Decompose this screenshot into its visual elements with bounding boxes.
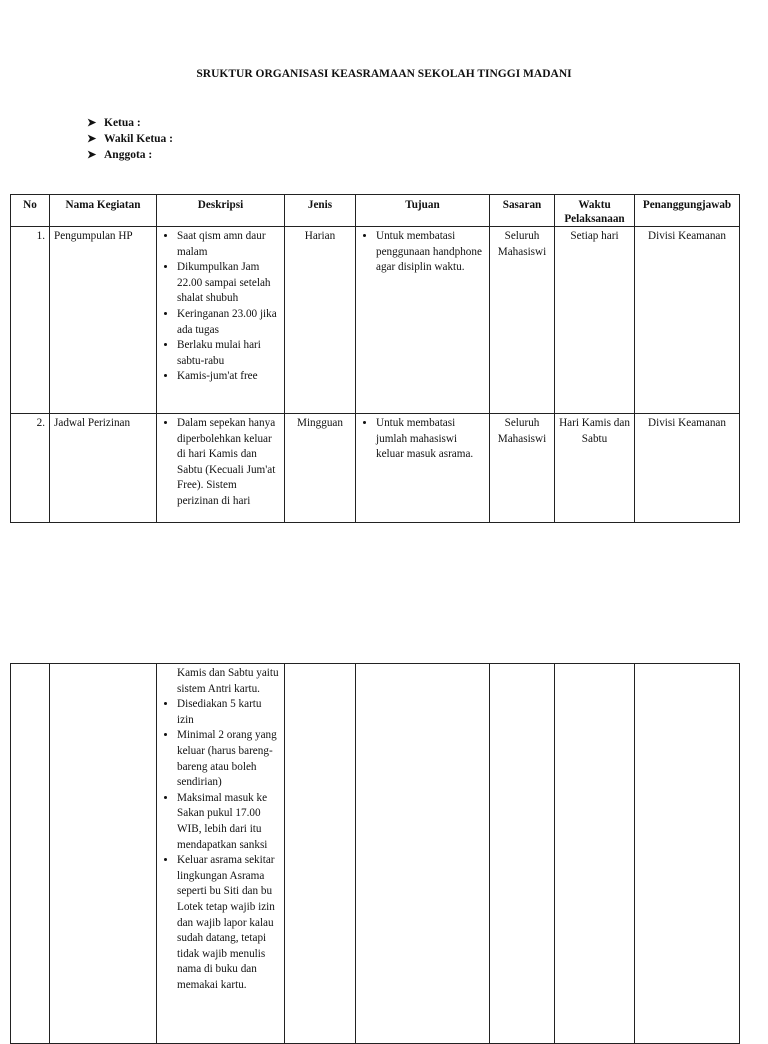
cell-jenis: Mingguan (285, 414, 356, 523)
list-item: • Disediakan 5 kartu izin (177, 697, 280, 728)
table-header-row (11, 195, 740, 227)
cell-waktu: Setiap hari (555, 227, 635, 414)
cell-nama-kegiatan (50, 664, 157, 1044)
header-sasaran: Sasaran (490, 195, 555, 227)
cell-jenis: Harian (285, 227, 356, 414)
activity-table (10, 194, 740, 523)
list-item: • Minimal 2 orang yang keluar (harus bareng-bareng atau boleh sendirian) (177, 728, 280, 790)
cell-no: 1. (11, 227, 50, 414)
cell-sasaran (490, 664, 555, 1044)
list-item: • Saat qism amn daur malam (177, 229, 280, 260)
cell-penanggungjawab: Divisi Keamanan (635, 227, 740, 414)
list-item: • Kamis-jum'at free (177, 369, 280, 385)
structure-list (87, 115, 173, 163)
cell-sasaran: Seluruh Mahasiswi (490, 414, 555, 523)
table-row (11, 414, 740, 523)
list-item: • Berlaku mulai hari sabtu-rabu (177, 338, 280, 369)
cell-penanggungjawab: Divisi Keamanan (635, 414, 740, 523)
cell-sasaran: Seluruh Mahasiswi (490, 227, 555, 414)
cell-jenis (285, 664, 356, 1044)
structure-item-anggota (87, 147, 173, 163)
header-no: No (11, 195, 50, 227)
cell-no: 2. (11, 414, 50, 523)
cell-nama-kegiatan: Jadwal Perizinan (50, 414, 157, 523)
arrow-bullet-icon: ➤ (87, 149, 97, 161)
table-row (11, 227, 740, 414)
header-jenis: Jenis (285, 195, 356, 227)
structure-item-ketua (87, 115, 173, 131)
structure-label: Anggota : (104, 149, 153, 161)
list-item: • Dalam sepekan hanya diperbolehkan keluar di hari Kamis dan Sabtu (Kecuali Jum'at Free). Sistem perizinan di hari (177, 416, 280, 510)
cell-penanggungjawab (635, 664, 740, 1044)
cell-tujuan (356, 664, 490, 1044)
list-item: • Untuk membatasi penggunaan handphone agar disiplin waktu. (376, 229, 485, 276)
cell-deskripsi (157, 227, 285, 414)
list-item: • Keluar asrama sekitar lingkungan Asrama seperti bu Siti dan bu Lotek tetap wajib izin dan wajib lapor kalau sudah datang, tetapi tidak wajib menulis nama di buku dan memakai kartu. (177, 853, 280, 993)
cell-deskripsi (157, 664, 285, 1044)
structure-label: Ketua : (104, 117, 141, 129)
activity-table-continued (10, 663, 740, 1044)
cell-waktu: Hari Kamis dan Sabtu (555, 414, 635, 523)
header-penanggungjawab: Penanggungjawab (635, 195, 740, 227)
list-item: • Maksimal masuk ke Sakan pukul 17.00 WIB, lebih dari itu mendapatkan sanksi (177, 791, 280, 853)
structure-item-wakil-ketua (87, 131, 173, 147)
structure-label: Wakil Ketua : (104, 133, 174, 145)
cell-waktu (555, 664, 635, 1044)
header-nama-kegiatan: Nama Kegiatan (50, 195, 157, 227)
cell-tujuan (356, 227, 490, 414)
cell-nama-kegiatan: Pengumpulan HP (50, 227, 157, 414)
table-row (11, 664, 740, 1044)
list-item: • Dikumpulkan Jam 22.00 sampai setelah shalat shubuh (177, 260, 280, 307)
deskripsi-continuation-text: Kamis dan Sabtu yaitu sistem Antri kartu. (177, 667, 279, 695)
header-deskripsi: Deskripsi (157, 195, 285, 227)
arrow-bullet-icon: ➤ (87, 133, 97, 145)
list-item: • Keringanan 23.00 jika ada tugas (177, 307, 280, 338)
list-item: • Untuk membatasi jumlah mahasiswi keluar masuk asrama. (376, 416, 485, 463)
cell-no (11, 664, 50, 1044)
arrow-bullet-icon: ➤ (87, 117, 97, 129)
header-tujuan: Tujuan (356, 195, 490, 227)
cell-deskripsi (157, 414, 285, 523)
page-title: SRUKTUR ORGANISASI KEASRAMAAN SEKOLAH TINGGI MADANI (196, 68, 572, 80)
cell-tujuan (356, 414, 490, 523)
header-waktu-pelaksanaan: Waktu Pelaksanaan (555, 195, 635, 227)
